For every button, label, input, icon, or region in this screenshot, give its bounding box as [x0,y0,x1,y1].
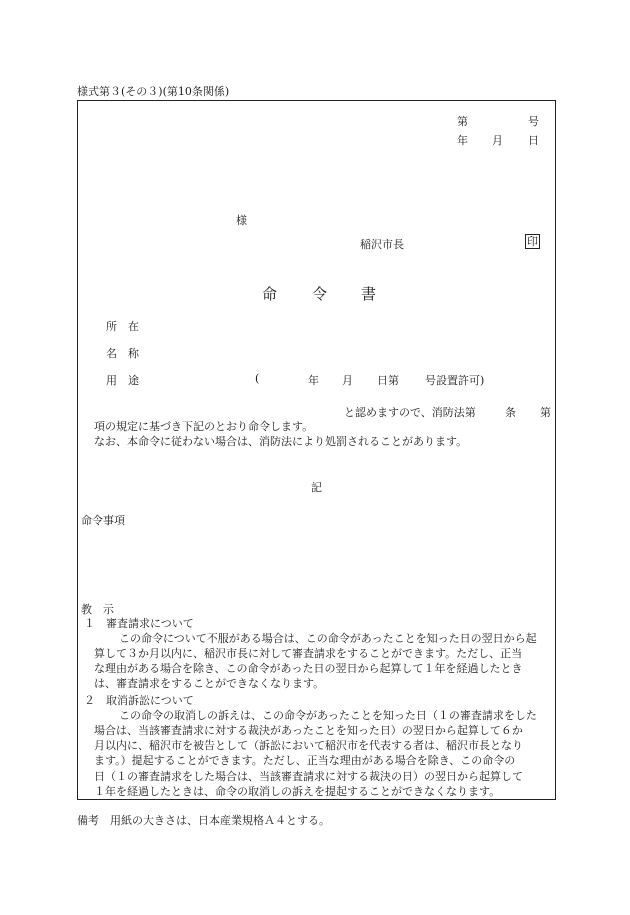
form-label: 様式第３(その３)(第10条関係) [77,85,230,98]
number-suffix: 号 [528,115,539,128]
permit-paren-open: ( [255,372,260,385]
addressee-honorific: 様 [236,214,247,227]
body-line-3: なお、本命令に従わない場合は、消防法により処罰されることがあります。 [94,435,468,448]
document-title-char-3: 書 [361,285,377,303]
field-location: 所 在 [106,320,139,333]
body-line-1b: 条 [505,406,516,419]
date-day: 日 [528,134,539,147]
notice-heading: 教 示 [81,603,114,616]
permit-year: 年 [308,374,319,387]
notice-section-1-line: は、審査請求をすることができなくなります。 [94,677,325,690]
notice-section-1-line: この命令について不服がある場合は、この命令があったことを知った日の翌日から起 [119,632,537,645]
notice-section-2-line: ます。）提起することができます。ただし、正当な理由がある場合を除き、この命令の [94,754,516,767]
body-line-1a: と認めますので、消防法第 [344,406,476,419]
permit-day: 日第 [377,374,399,387]
issuer-title: 稲沢市長 [360,238,404,251]
document-title-char-2: 令 [312,285,328,303]
notice-section-2-heading: ２ 取消訴訟について [84,694,194,707]
notice-section-2-line: この命令の取消しの訴えは、この命令があったことを知った日（１の審査請求をした [119,709,537,722]
notice-section-1-line: 算して３か月以内に、稲沢市長に対して審査請求をすることができます。ただし、正当 [94,647,523,660]
date-month: 月 [492,134,503,147]
notice-section-2-line: 日（１の審査請求をした場合は、当該審査請求に対する裁決の日）の翌日から起算して [94,770,523,783]
notice-section-2-line: 場合は、当該審査請求に対する裁決があったことを知った日）の翌日から起算して６か [94,724,523,737]
body-line-1c: 第 [540,406,551,419]
footer-note: 備考 用紙の大きさは、日本産業規格Ａ４とする。 [77,814,330,827]
notice-section-1-heading: １ 審査請求について [84,617,194,630]
permit-tail: 号設置許可) [425,374,485,387]
field-usage: 用 途 [106,374,139,387]
document-title-char-1: 命 [262,285,278,303]
body-line-2: 項の規定に基づき下記のとおり命令します。 [94,420,314,433]
permit-month: 月 [342,374,353,387]
notice-section-1-line: な理由がある場合を除き、この命令があった日の翌日から起算して１年を経過したとき [94,662,523,675]
notice-section-2-line: １年を経過したときは、命令の取消しの訴えを提起することができなくなります。 [94,785,501,798]
date-year: 年 [457,134,468,147]
seal-mark: 印 [527,235,538,248]
order-items-label: 命令事項 [81,514,125,527]
number-prefix: 第 [457,115,468,128]
ki-label: 記 [311,481,322,494]
notice-section-2-line: 月以内に、稲沢市を被告として（訴訟において稲沢市を代表する者は、稲沢市長となり [94,739,523,752]
field-name: 名 称 [106,347,139,360]
